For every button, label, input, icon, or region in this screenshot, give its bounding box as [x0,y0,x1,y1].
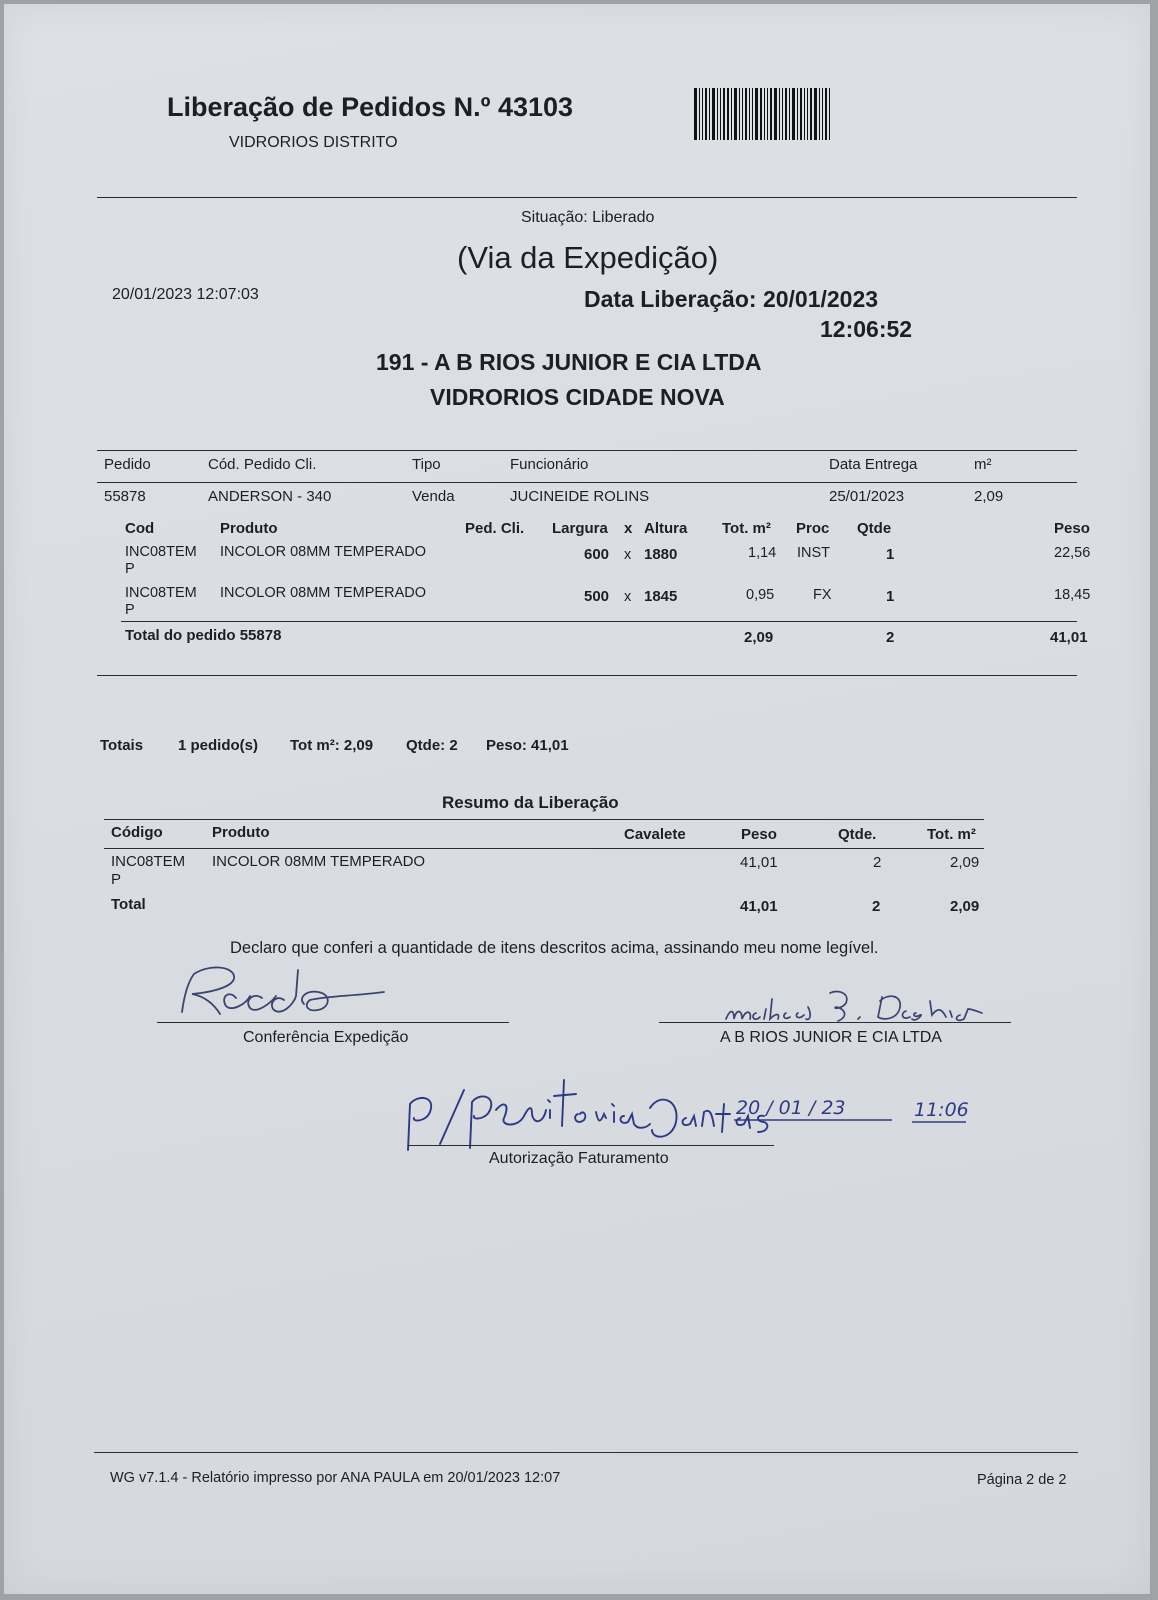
item-code-cont: P [125,561,135,577]
summary-tot-m2: 2,09 [950,854,980,871]
item-product: INCOLOR 08MM TEMPERADO [220,585,426,601]
order-total-m2: 2,09 [744,629,774,646]
signature-line [408,1145,774,1146]
document-title: Liberação de Pedidos N.º 43103 [167,92,574,122]
client-order-code: ANDERSON - 340 [208,488,332,505]
item-qtde: 1 [886,588,895,605]
barcode-bar [742,88,743,140]
item-x: x [624,589,632,605]
barcode-bar [792,88,795,140]
item-proc: FX [813,587,832,603]
summary-col-qtde: Qtde. [838,826,877,843]
barcode-bar [745,88,747,140]
summary-qtde: 2 [873,854,882,871]
col-cod: Cod [125,520,155,537]
summary-peso: 41,01 [740,854,778,871]
barcode-bar [705,88,707,140]
col-m2: m² [974,456,992,473]
handwritten-signature-expedicao [154,952,414,1032]
release-time: 12:06:52 [820,316,913,342]
item-code-cont: P [125,602,135,618]
item-x: x [624,547,632,563]
divider [104,848,984,849]
barcode-bar [734,88,737,140]
summary-total-m2: 2,09 [950,898,980,915]
signature-line [659,1022,1011,1023]
summary-total-qtde: 2 [872,898,881,915]
barcode-bar [699,88,700,140]
col-x: x [624,520,633,537]
footer-divider [94,1452,1078,1453]
col-altura: Altura [644,520,688,537]
barcode-bar [731,88,732,140]
item-proc: INST [797,545,831,561]
divider [121,621,1077,622]
order-total-peso: 41,01 [1050,629,1088,646]
barcode-bar [804,88,805,140]
item-width: 600 [584,546,610,563]
barcode-bar [739,88,740,140]
barcode-bar [807,88,808,140]
item-tot-m2: 0,95 [746,587,775,603]
delivery-date: 25/01/2023 [829,488,905,505]
barcode-bar [755,88,758,140]
barcode-bar [749,88,750,140]
release-date: Data Liberação: 20/01/2023 [584,286,879,312]
order-m2: 2,09 [974,488,1004,505]
customer-branch: VIDRORIOS CIDADE NOVA [430,384,725,410]
barcode-bar [767,88,768,140]
divider [97,675,1077,676]
summary-total-peso: 41,01 [740,898,778,915]
summary-code-cont: P [111,871,122,888]
barcode-bar [789,88,790,140]
order-total-qtde: 2 [886,629,895,646]
barcode-bar [694,88,697,140]
col-data-entrega: Data Entrega [829,456,918,473]
summary-code: INC08TEM [111,853,186,870]
handwritten-signature-autorizacao [400,1070,780,1160]
signature-label-cliente: A B RIOS JUNIOR E CIA LTDA [720,1029,942,1046]
summary-col-peso: Peso [741,826,777,843]
item-peso: 18,45 [1054,587,1091,603]
col-largura: Largura [552,520,608,537]
barcode-bar [819,88,820,140]
barcode-bar [764,88,765,140]
col-pedido: Pedido [104,456,151,473]
signature-line [157,1022,509,1023]
item-height: 1880 [644,546,678,563]
barcode-bar [779,88,780,140]
copy-type: (Via da Expedição) [457,240,719,275]
handwritten-date: 20 / 01 / 23 [736,1097,846,1119]
col-peso: Peso [1054,520,1090,537]
summary-col-tot-m2: Tot. m² [927,826,976,843]
summary-col-cavalete: Cavalete [624,826,686,843]
barcode-bar [723,88,725,140]
customer-name: 191 - A B RIOS JUNIOR E CIA LTDA [376,349,762,375]
col-proc: Proc [796,520,830,537]
barcode-bar [720,88,721,140]
totals-peso: Peso: 41,01 [486,737,569,754]
barcode-bar [712,88,715,140]
item-peso: 22,56 [1054,545,1091,561]
totals-orders: 1 pedido(s) [178,737,259,754]
barcode-bar [814,88,817,140]
barcode-bar [760,88,762,140]
company-name: VIDRORIOS DISTRITO [229,134,398,151]
col-funcionario: Funcionário [510,456,589,473]
divider [104,819,984,820]
employee-name: JUCINEIDE ROLINS [510,488,650,505]
handwritten-time: 11:06 [914,1099,969,1121]
item-code: INC08TEM [125,544,197,560]
barcode [694,88,870,140]
barcode-bar [800,88,802,140]
item-code: INC08TEM [125,585,197,601]
divider [97,450,1077,451]
status-text: Situação: Liberado [521,209,655,226]
barcode-bar [829,88,830,140]
summary-product: INCOLOR 08MM TEMPERADO [212,853,426,870]
item-product: INCOLOR 08MM TEMPERADO [220,544,426,560]
divider [97,197,1077,198]
barcode-bar [810,88,812,140]
barcode-bar [785,88,787,140]
barcode-bar [822,88,823,140]
totals-m2: Tot m²: 2,09 [290,737,374,754]
divider [97,482,1077,483]
barcode-bar [797,88,798,140]
declaration-text: Declaro que conferi a quantidade de itens descritos acima, assinando meu nome legível. [230,939,879,957]
order-type: Venda [412,488,455,505]
order-number: 55878 [104,488,146,505]
col-tipo: Tipo [412,456,441,473]
printed-timestamp: 20/01/2023 12:07:03 [112,286,259,303]
signature-label-autorizacao: Autorização Faturamento [489,1150,669,1167]
barcode-bar [709,88,710,140]
document-page [4,4,1150,1594]
totals-qtde: Qtde: 2 [406,737,458,754]
item-width: 500 [584,588,610,605]
barcode-bar [752,88,753,140]
summary-col-produto: Produto [212,824,270,841]
barcode-bar [774,88,777,140]
footer-print-info: WG v7.1.4 - Relatório impresso por ANA PAULA em 20/01/2023 12:07 [110,1470,561,1486]
barcode-bar [782,88,783,140]
barcode-bar [717,88,718,140]
item-qtde: 1 [886,546,895,563]
item-height: 1845 [644,588,678,605]
page-number: Página 2 de 2 [977,1472,1067,1488]
summary-col-codigo: Código [111,824,163,841]
col-cod-pedido-cli: Cód. Pedido Cli. [208,456,317,473]
signature-label-expedicao: Conferência Expedição [243,1029,409,1046]
col-tot-m2: Tot. m² [722,520,771,537]
summary-title: Resumo da Liberação [442,793,619,812]
col-ped-cli: Ped. Cli. [465,520,525,537]
barcode-bar [727,88,729,140]
col-qtde: Qtde [857,520,892,537]
col-produto: Produto [220,520,278,537]
barcode-bar [825,88,827,140]
summary-total-label: Total [111,896,146,913]
order-total-label: Total do pedido 55878 [125,627,282,644]
totals-label: Totais [100,737,144,754]
item-tot-m2: 1,14 [748,545,777,561]
barcode-bar [770,88,772,140]
barcode-bar [702,88,703,140]
